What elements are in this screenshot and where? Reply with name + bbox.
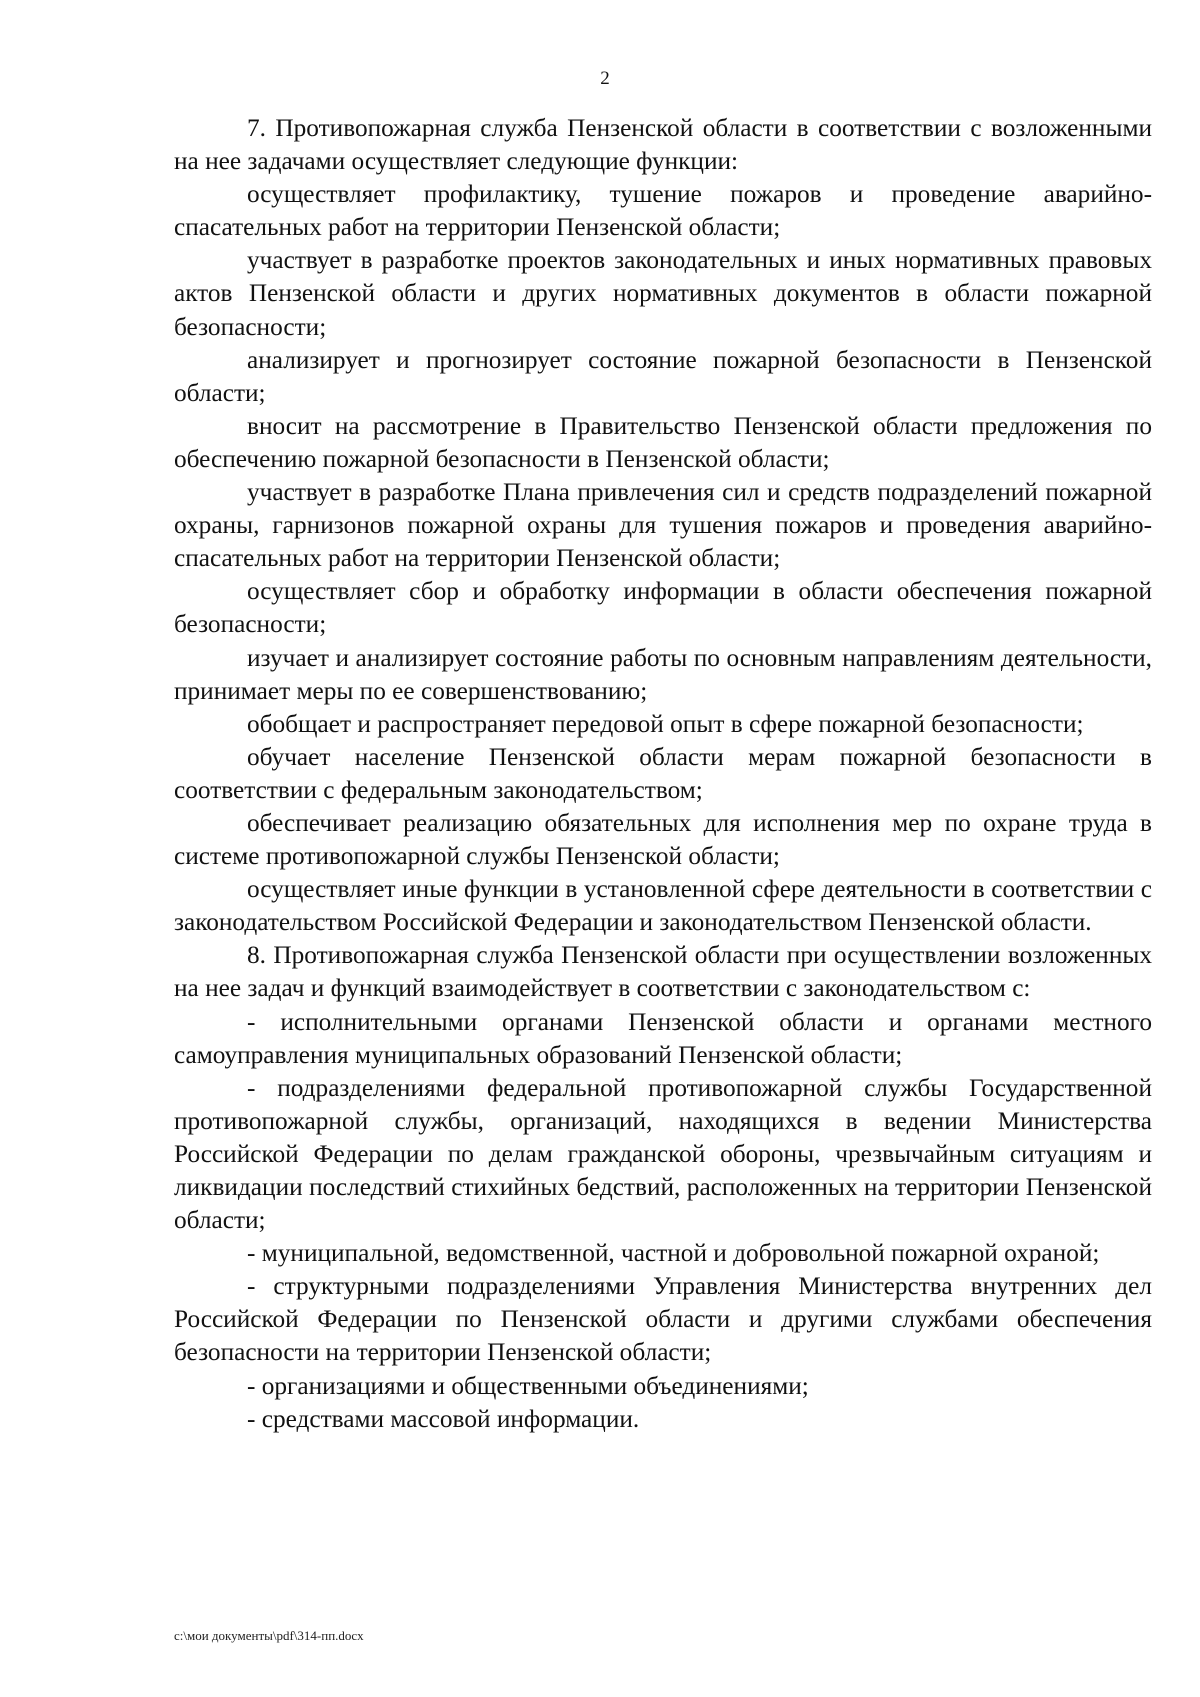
function-other: осуществляет иные функции в установленной сфере деятельности в соответствии с законодательством Российской Федерации и законодательством Пензенской области. [174,875,1152,937]
function-forces-plan: участвует в разработке Плана привлечения сил и средств подразделений пожарной охраны, гарнизонов пожарной охраны для тушения пожаров и проведения аварийно-спасательных работ на территории Пензенской области; [174,478,1152,573]
paragraph-8-intro: 8. Противопожарная служба Пензенской области при осуществлении возложенных на нее задач и функций взаимодействует в соответствии с законодательством с: [174,941,1152,1003]
function-labor-safety: обеспечивает реализацию обязательных для исполнения мер по охране труда в системе противопожарной службы Пензенской области; [174,808,1152,871]
interaction-fire-protection: - муниципальной, ведомственной, частной и добровольной пожарной охраной; [247,1239,1100,1268]
function-information: осуществляет сбор и обработку информации в области обеспечения пожарной безопасности; [174,577,1152,639]
function-training: обучает население Пензенской области мерам пожарной безопасности в соответствии с федеральным законодательством; [174,742,1152,804]
function-prevention: осуществляет профилактику, тушение пожаров и проведение аварийно-спасательных работ на территории Пензенской области; [174,180,1152,242]
function-analysis: анализирует и прогнозирует состояние пожарной безопасности в Пензенской области; [174,345,1152,407]
function-proposals: вносит на рассмотрение в Правительство Пензенской области предложения по обеспечению пожарной безопасности в Пензенской области; [174,411,1152,473]
interaction-organizations: - организациями и общественными объединениями; [247,1371,809,1400]
function-experience: обобщает и распространяет передовой опыт в сфере пожарной безопасности; [247,709,1084,738]
function-work-study: изучает и анализирует состояние работы по основным направлениям деятельности, принимает меры по ее совершенствованию; [174,643,1152,705]
interaction-internal-affairs: - структурными подразделениями Управления Министерства внутренних дел Российской Федерации по Пензенской области и другими службами обеспечения безопасности на территории Пензенской области; [174,1272,1152,1367]
interaction-mass-media: - средствами массовой информации. [247,1404,640,1433]
function-legislation: участвует в разработке проектов законодательных и иных нормативных правовых актов Пензенской области и других нормативных документов в области пожарной безопасности; [174,246,1152,341]
footer-file-path: c:\мои документы\pdf\314-пп.docx [174,1628,364,1643]
paragraph-7-intro: 7. Противопожарная служба Пензенской области в соответствии с возложенными на нее задачами осуществляет следующие функции: [174,114,1152,176]
interaction-executive-bodies: - исполнительными органами Пензенской области и органами местного самоуправления муниципальных образований Пензенской области; [174,1007,1152,1069]
document-body [174,112,1152,1436]
page-number: 2 [600,68,610,89]
interaction-federal-service: - подразделениями федеральной противопожарной службы Государственной противопожарной службы, организаций, находящихся в ведении Министерства Российской Федерации по делам гражданской обороны, чрезвычайным ситуациям и ликвидации последствий стихийных бедствий, расположенных на территории Пензенской области; [174,1073,1152,1235]
